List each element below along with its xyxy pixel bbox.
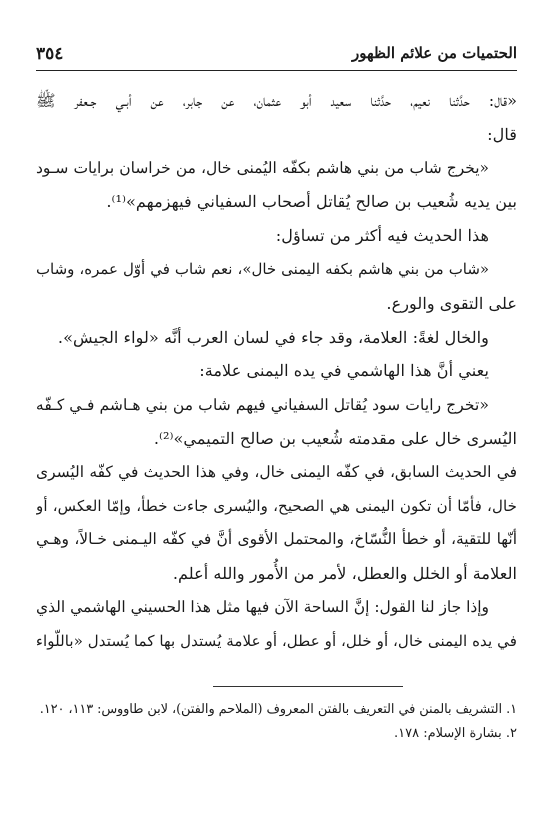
text-line: وإذا جاز لنا القول: إنَّ الساحة الآن فيها مثل هذا الحسيني الهاشمي الذي: [36, 597, 489, 616]
page-header: [36, 44, 517, 70]
text-line: العلامة أو الخلل والعطل، لأمر من الأُمور والله أعلم.: [172, 564, 517, 584]
text-line: في يده اليمنى خال، أو خلل، أو عطل، أو علامة يُستدل بها كما يُستدل «باللّواء: [36, 631, 517, 650]
text-line: خال، فأمّا أن تكون اليمنى هي الصحيح، واليُسرى جاءت خطأ، وإمّا العكس، أو: [36, 496, 517, 515]
text-line: أنّها للتقية، أو خطأ النُّسّاخ، والمحتمل الأقوى أنَّ في كفّه اليـمنى خـالاً، وهـي: [36, 530, 517, 549]
text-line: يعني أنَّ هذا الهاشمي في يده اليمنى علامة:: [199, 361, 489, 381]
running-title: الحتميات من علائم الظهور: [352, 44, 517, 62]
footnote-divider: [213, 686, 403, 687]
text-line: هذا الحديث فيه أكثر من تساؤل:: [275, 226, 489, 246]
text-line: بين يديه شُعيب بن صالح يُقاتل أصحاب السفياني فيهزمهم»⁽¹⁾.: [106, 192, 517, 212]
text-line: قال:: [487, 124, 517, 144]
footnotes: [36, 698, 517, 746]
footnote-item: ١. التشريف بالمنن في التعريف بالفتن المعروف (الملاحم والفتن)، لابن طاووس: ١١٣، ١٢٠.: [39, 702, 517, 717]
text-line: على التقوى والورع.: [386, 293, 517, 313]
body-text: [36, 84, 517, 659]
text-line: «تخرج رايات سود يُقاتل السفياني فيهم شاب من بني هـاشم فـي كـفّه: [36, 395, 489, 415]
text-line: «شاب من بني هاشم بكفه اليمنى خال»، نعم شاب في أوّل عمره، وشاب: [36, 259, 489, 278]
footnote-item: ٢. بشارة الإسلام: ١٧٨.: [394, 726, 517, 741]
text-line: «يخرج شاب من بني هاشم بكفّه اليُمنى خال، من خراسان برايات سـود: [36, 158, 489, 177]
text-line: «قال: حدَّثنا نعيم، حدَّثنا سعيد أبو عثمان، عن جابر، عن أبـي جـعفر ﷺ: [36, 91, 517, 110]
page-number: ٣٥٤: [36, 44, 64, 64]
text-line: والخال لغةً: العلامة، وقد جاء في لسان العرب أنَّه «لواء الجيش».: [57, 327, 489, 347]
header-divider: [36, 70, 517, 71]
text-line: اليُسرى خال على مقدمته شُعيب بن صالح التميمي»⁽²⁾.: [153, 428, 517, 448]
text-line: في الحديث السابق، في كفّه اليمنى خال، وفي هذا الحديث في كفّه اليُسرى: [36, 462, 517, 481]
